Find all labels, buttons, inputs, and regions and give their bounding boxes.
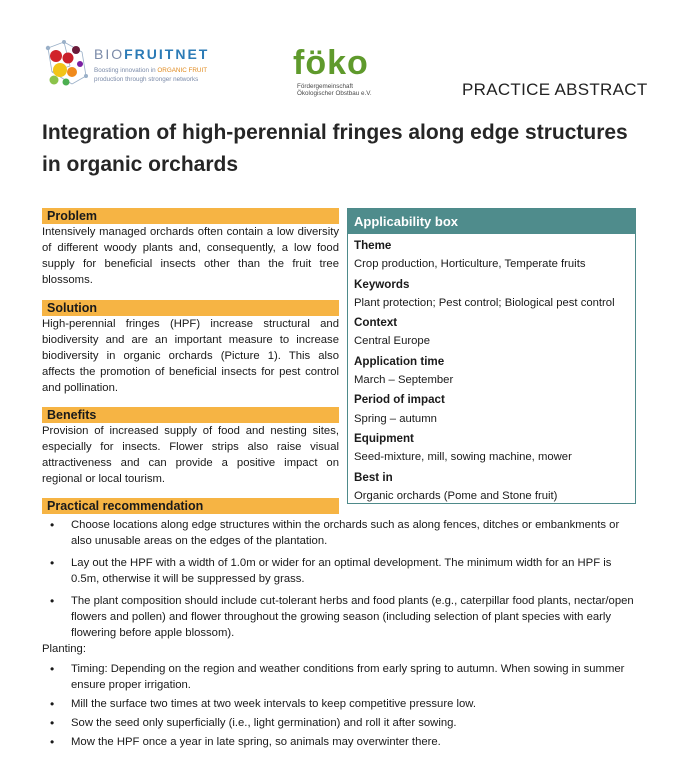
applicability-label: Keywords bbox=[354, 277, 410, 291]
applicability-body bbox=[348, 234, 635, 506]
list-item: • The plant composition should include cut-tolerant herbs and food plants (e.g., caterpillar food plants, nectar/open flowers and pollen) and flower throughout the growing season (including selection of plant species with early flowering before apple blossom). bbox=[42, 593, 642, 641]
problem-heading: Problem bbox=[42, 208, 339, 224]
list-item: • Mow the HPF once a year in late spring, so animals may overwinter there. bbox=[42, 734, 642, 750]
applicability-heading: Applicability box bbox=[348, 209, 635, 234]
fruit-network-icon bbox=[42, 38, 92, 98]
applicability-label: Application time bbox=[354, 354, 445, 368]
applicability-label: Theme bbox=[354, 239, 392, 252]
biofruitnet-logo bbox=[42, 38, 242, 100]
practical-recommendation-heading: Practical recommendation bbox=[42, 498, 339, 514]
page-title: Integration of high-perennial fringes along edge structures in organic orchards bbox=[42, 121, 628, 176]
list-item: • Timing: Depending on the region and weather conditions from early spring to autumn. When sowing in summer ensure proper irrigation. bbox=[42, 661, 642, 693]
biofruitnet-wordmark: BIOFRUITNET bbox=[94, 46, 210, 62]
applicability-label: Context bbox=[354, 316, 398, 330]
benefits-heading: Benefits bbox=[42, 407, 339, 423]
foko-wordmark: föko bbox=[293, 44, 369, 82]
planting-label: Planting: bbox=[42, 643, 86, 655]
applicability-value: Crop production, Horticulture, Temperate fruits bbox=[354, 258, 586, 271]
list-item: • Sow the seed only superficially (i.e., light germination) and roll it after sowing. bbox=[42, 715, 642, 731]
practice-abstract-label: PRACTICE ABSTRACT bbox=[462, 80, 648, 99]
applicability-label: Best in bbox=[354, 470, 393, 484]
solution-heading: Solution bbox=[42, 300, 339, 316]
solution-text: High-perennial fringes (HPF) increase structural and biodiversity and are an important measure to increase biodiversity in organic orchards (Picture 1). This also affects the promotion of beneficial insects for pest control and pollination. bbox=[42, 318, 339, 394]
foko-logo bbox=[293, 44, 413, 98]
foko-subtitle: Fördergemeinschaft Ökologischer Obstbau e.V. bbox=[297, 83, 372, 97]
applicability-label: Period of impact bbox=[354, 393, 445, 407]
applicability-value: Organic orchards (Pome and Stone fruit) bbox=[354, 489, 558, 502]
applicability-box bbox=[347, 208, 636, 504]
applicability-value: March – September bbox=[354, 374, 454, 387]
applicability-value: Central Europe bbox=[354, 335, 430, 348]
applicability-label: Equipment bbox=[354, 431, 414, 445]
benefits-text: Provision of increased supply of food and nesting sites, especially for insects. Flower strips also raise visual attractiveness and can provide a positive impact on regional or local tourism. bbox=[42, 425, 339, 485]
list-item: • Choose locations along edge structures within the orchards such as along fences, ditches or embankments or also unusable areas on the edges of the plantation. bbox=[42, 517, 642, 549]
applicability-value: Plant protection; Pest control; Biological pest control bbox=[354, 296, 615, 309]
planting-list bbox=[42, 661, 642, 753]
applicability-value: Spring – autumn bbox=[354, 412, 437, 425]
applicability-value: Seed-mixture, mill, sowing machine, mower bbox=[354, 451, 572, 464]
problem-text: Intensively managed orchards often contain a low diversity of different woody plants and, consequently, a low food supply for beneficial insects other than the fruit tree blossoms. bbox=[42, 226, 339, 286]
list-item: • Lay out the HPF with a width of 1.0m or wider for an optimal development. The minimum width for an HPF is 0.5m, otherwise it will be suppressed by grass. bbox=[42, 555, 642, 587]
list-item: • Mill the surface two times at two week intervals to keep competitive pressure low. bbox=[42, 696, 642, 712]
biofruitnet-tagline: Boosting innovation in ORGANIC FRUIT production through stronger networks bbox=[94, 67, 208, 83]
recommendation-list bbox=[42, 517, 642, 647]
